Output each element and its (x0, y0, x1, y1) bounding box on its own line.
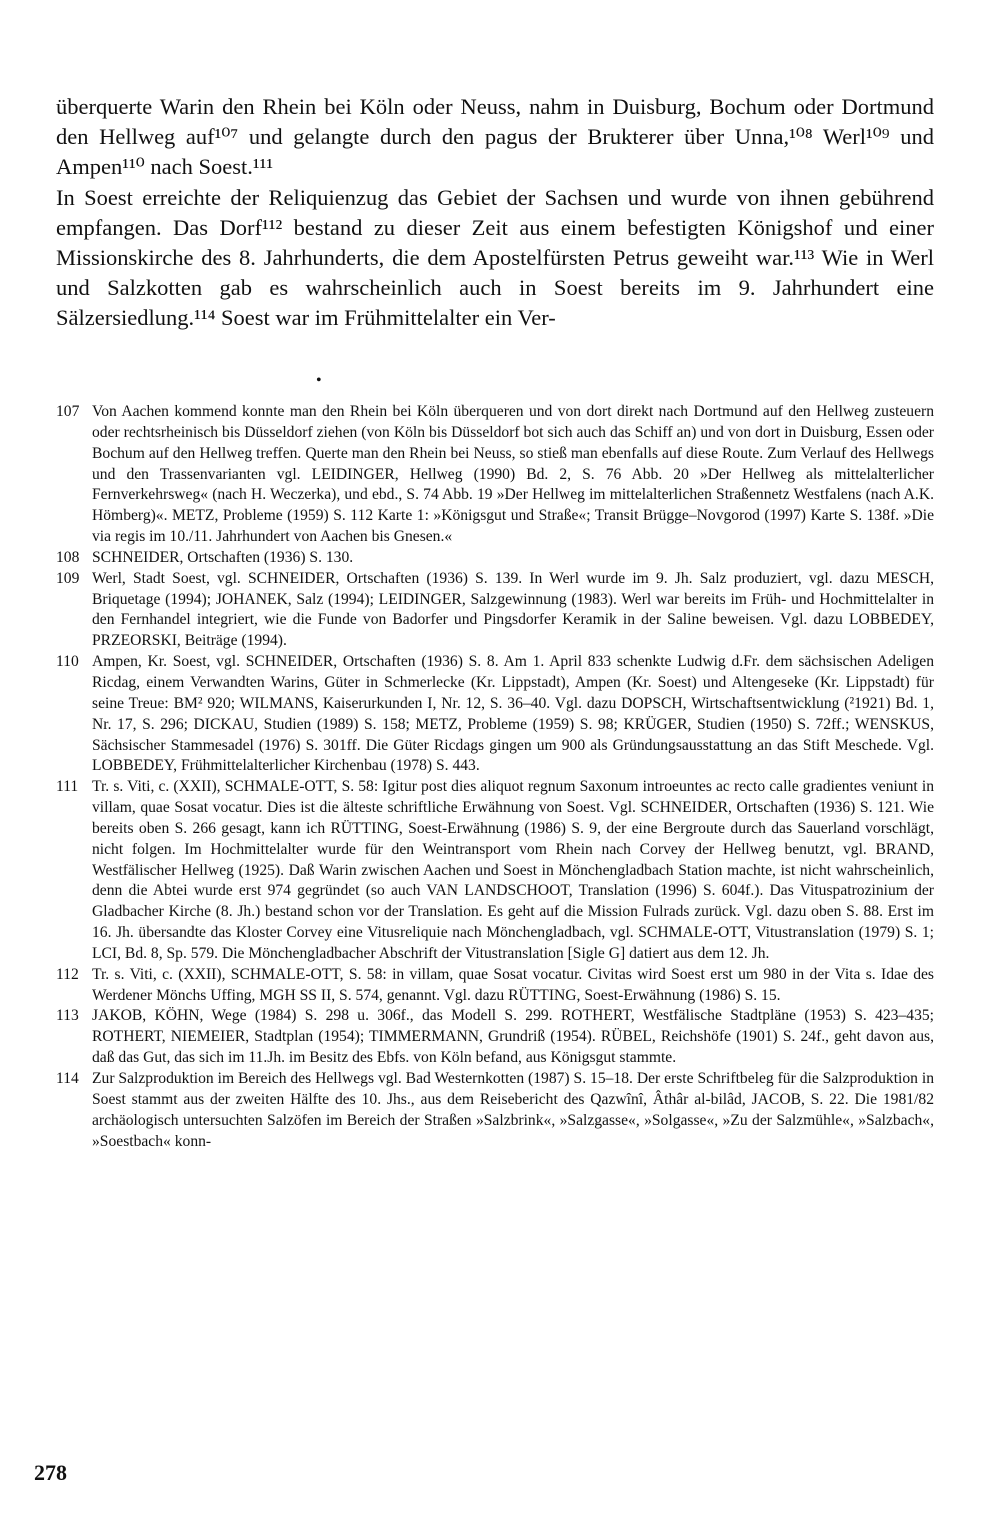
footnote-number: 114 (56, 1070, 79, 1087)
main-text (56, 92, 934, 334)
footnote-text: Tr. s. Viti, c. (XXII), SCHMALE-OTT, S. 58: Igitur post dies aliquot regnum Saxonum introeuntes ac recto calle gradientes veniunt in villam, quae Sosat vocatur. Dies ist die älteste schriftliche Erwähnung von Soest. Vgl. SCHNEIDER, Ortschaften (1936) S. 121. Wie bereits oben S. 266 gesagt, kann ich RÜTTING, Soest-Erwähnung (1986) S. 9, der eine Bergroute durch das Sauerland vorschlägt, nicht folgen. Im Hochmittelalter wurde für den Weintransport vom Rhein nach Corvey der Hellweg benutzt, vgl. BRAND, Westfälischer Hellweg (1925). Daß Warin zwischen Aachen und Soest in Mönchengladbach Station machte, ist nicht wahrscheinlich, denn die Abtei wurde erst 974 gegründet (so auch VAN LANDSCHOOT, Translation (1996) S. 604f.). Das Vituspatrozinium der Gladbacher Kirche (8. Jh.) bestand schon vor der Translation. Es geht auf die Mission Fulrads zurück. Vgl. dazu oben S. 88. Erst im 16. Jh. übersandte das Kloster Corvey eine Vitusreliquie nach Mönchengladbach, vgl. SCHMALE-OTT, Vitustranslation (1979) S. 1; LCI, Bd. 8, Sp. 579. Die Mönchengladbacher Abschrift der Vitustranslation [Sigle G] datiert aus dem 12. Jh. (92, 778, 934, 962)
footnote-separator-mark: • (316, 372, 322, 389)
footnote-text: Von Aachen kommend konnte man den Rhein bei Köln überqueren und von dort direkt nach Dortmund auf den Hellweg zusteuern oder rechtsrheinisch bis Düsseldorf ziehen (von Köln bis Düsseldorf bot sich auch das Schiff an) und von dort in Duisburg, Essen oder Bochum auf den Hellweg treffen. Querte man den Rhein bei Neuss, so stieß man ebenfalls auf diese Route. Zum Verlauf des Hellwegs und den Trassenvarianten vgl. LEIDINGER, Hellweg (1990) Bd. 2, S. 76 Abb. 20 »Der Hellweg als mittelalterlicher Fernverkehrsweg« (nach H. Weczerka), und ebd., S. 74 Abb. 19 »Der Hellweg im mittelalterlichen Straßennetz Westfalens (nach A.K. Hömberg)«. METZ, Probleme (1959) S. 112 Karte 1: »Königsgut und Straße«; Transit Brügge–Novgorod (1997) Karte S. 138f. »Die via regis im 10./11. Jahrhundert von Aachen bis Gnesen.« (92, 403, 934, 546)
footnote-112 (56, 965, 934, 1007)
footnote-text: Werl, Stadt Soest, vgl. SCHNEIDER, Ortschaften (1936) S. 139. In Werl wurde im 9. Jh. Salz produziert, vgl. dazu MESCH, Briquetage (1994); JOHANEK, Salz (1994); LEIDINGER, Salzgewinnung (1983). Werl war bereits im Früh- und Hochmittelalter in den Fernhandel integriert, wie die Funde von Badorfer und Pingsdorfer Keramik in der Saline beweisen. Vgl. dazu LOBBEDEY, PRZEORSKI, Beiträge (1994). (92, 569, 934, 650)
footnote-number: 107 (56, 403, 80, 420)
paragraph: In Soest erreichte der Reliquienzug das Gebiet der Sachsen und wurde von ihnen gebührend empfangen. Das Dorf¹¹² bestand zu dieser Zeit aus einem befestigten Königshof und einer Missionskirche des 8. Jahrhunderts, die dem Apostelfürsten Petrus geweiht war.¹¹³ Wie in Werl und Salzkotten gab es wahrscheinlich auch in Soest bereits im 9. Jahrhundert eine Sälzersiedlung.¹¹⁴ Soest war im Frühmittelalter ein Ver- (56, 184, 934, 331)
footnote-108 (56, 548, 934, 569)
footnote-107 (56, 402, 934, 548)
footnote-number: 113 (56, 1007, 79, 1025)
footnote-text: SCHNEIDER, Ortschaften (1936) S. 130. (92, 548, 354, 566)
footnote-text: Zur Salzproduktion im Bereich des Hellwegs vgl. Bad Westernkotten (1987) S. 15–18. Der erste Schriftbeleg für die Salzproduktion in Soest stammt aus der zweiten Hälfte des 10. Jhs., aus dem Reisebericht des Qazwînî, Âthâr al-bilâd, JACOB, S. 22. Die 1981/82 archäologisch untersuchten Salzöfen im Bereich der Straßen »Salzbrink«, »Salzgasse«, »Solgasse«, »Zu der Salzmühle«, »Salzbach«, »Soestbach« konn- (92, 1070, 934, 1150)
footnote-110 (56, 652, 934, 777)
footnote-109 (56, 569, 934, 652)
footnote-114 (56, 1069, 934, 1152)
footnote-111 (56, 777, 934, 965)
footnote-number: 110 (56, 653, 79, 671)
footnotes (56, 402, 934, 1152)
footnote-number: 108 (56, 548, 80, 566)
footnote-text: Ampen, Kr. Soest, vgl. SCHNEIDER, Ortschaften (1936) S. 8. Am 1. April 833 schenkte Ludwig d.Fr. dem sächsischen Adeligen Ricdag, einem Verwandten Warins, Güter in Schmerlecke (Kr. Lippstadt), Ampen (Kr. Soest) und Altengeseke (Kr. Lippstadt) für seine Treue: BM² 920; WILMANS, Kaiserurkunden I, Nr. 12, S. 36–40. Vgl. dazu DOPSCH, Wirtschaftsentwicklung (²1921) Bd. 1, Nr. 17, S. 296; DICKAU, Studien (1989) S. 158; METZ, Probleme (1959) S. 98; KRÜGER, Studien (1950) S. 72ff.; WENSKUS, Sächsischer Stammesadel (1976) S. 301ff. Die Güter Ricdags gingen um 900 als Gründungsausstattung an das Stift Meschede. Vgl. LOBBEDEY, Frühmittelalterlicher Kirchenbau (1978) S. 443. (92, 653, 934, 775)
footnote-number: 109 (56, 569, 80, 587)
paragraph: überquerte Warin den Rhein bei Köln oder Neuss, nahm in Duisburg, Bochum oder Dortmund den Hellweg auf¹⁰⁷ und gelangte durch den pagus der Brukterer über Unna,¹⁰⁸ Werl¹⁰⁹ und Ampen¹¹⁰ nach Soest.¹¹¹ (56, 94, 934, 180)
footnote-number: 111 (56, 778, 79, 796)
footnote-number: 112 (56, 965, 79, 983)
footnote-text: Tr. s. Viti, c. (XXII), SCHMALE-OTT, S. 58: in villam, quae Sosat vocatur. Civitas wird Soest erst um 980 in der Vita s. Idae des Werdener Mönchs Uffing, MGH SS II, S. 574, genannt. Vgl. dazu RÜTTING, Soest-Erwähnung (1986) S. 15. (92, 965, 934, 1004)
footnote-113 (56, 1006, 934, 1069)
page-number: 278 (34, 1460, 67, 1485)
footnote-text: JAKOB, KÖHN, Wege (1984) S. 298 u. 306f., das Modell S. 299. ROTHERT, Westfälische Stadtpläne (1953) S. 423–435; ROTHERT, NIEMEIER, Stadtplan (1954); TIMMERMANN, Grundriß (1954). RÜBEL, Reichshöfe (1901) S. 24f., geht davon aus, daß das Gut, das sich im 11.Jh. im Besitz des Ebfs. von Köln befand, aus Königsgut stammte. (92, 1007, 934, 1067)
